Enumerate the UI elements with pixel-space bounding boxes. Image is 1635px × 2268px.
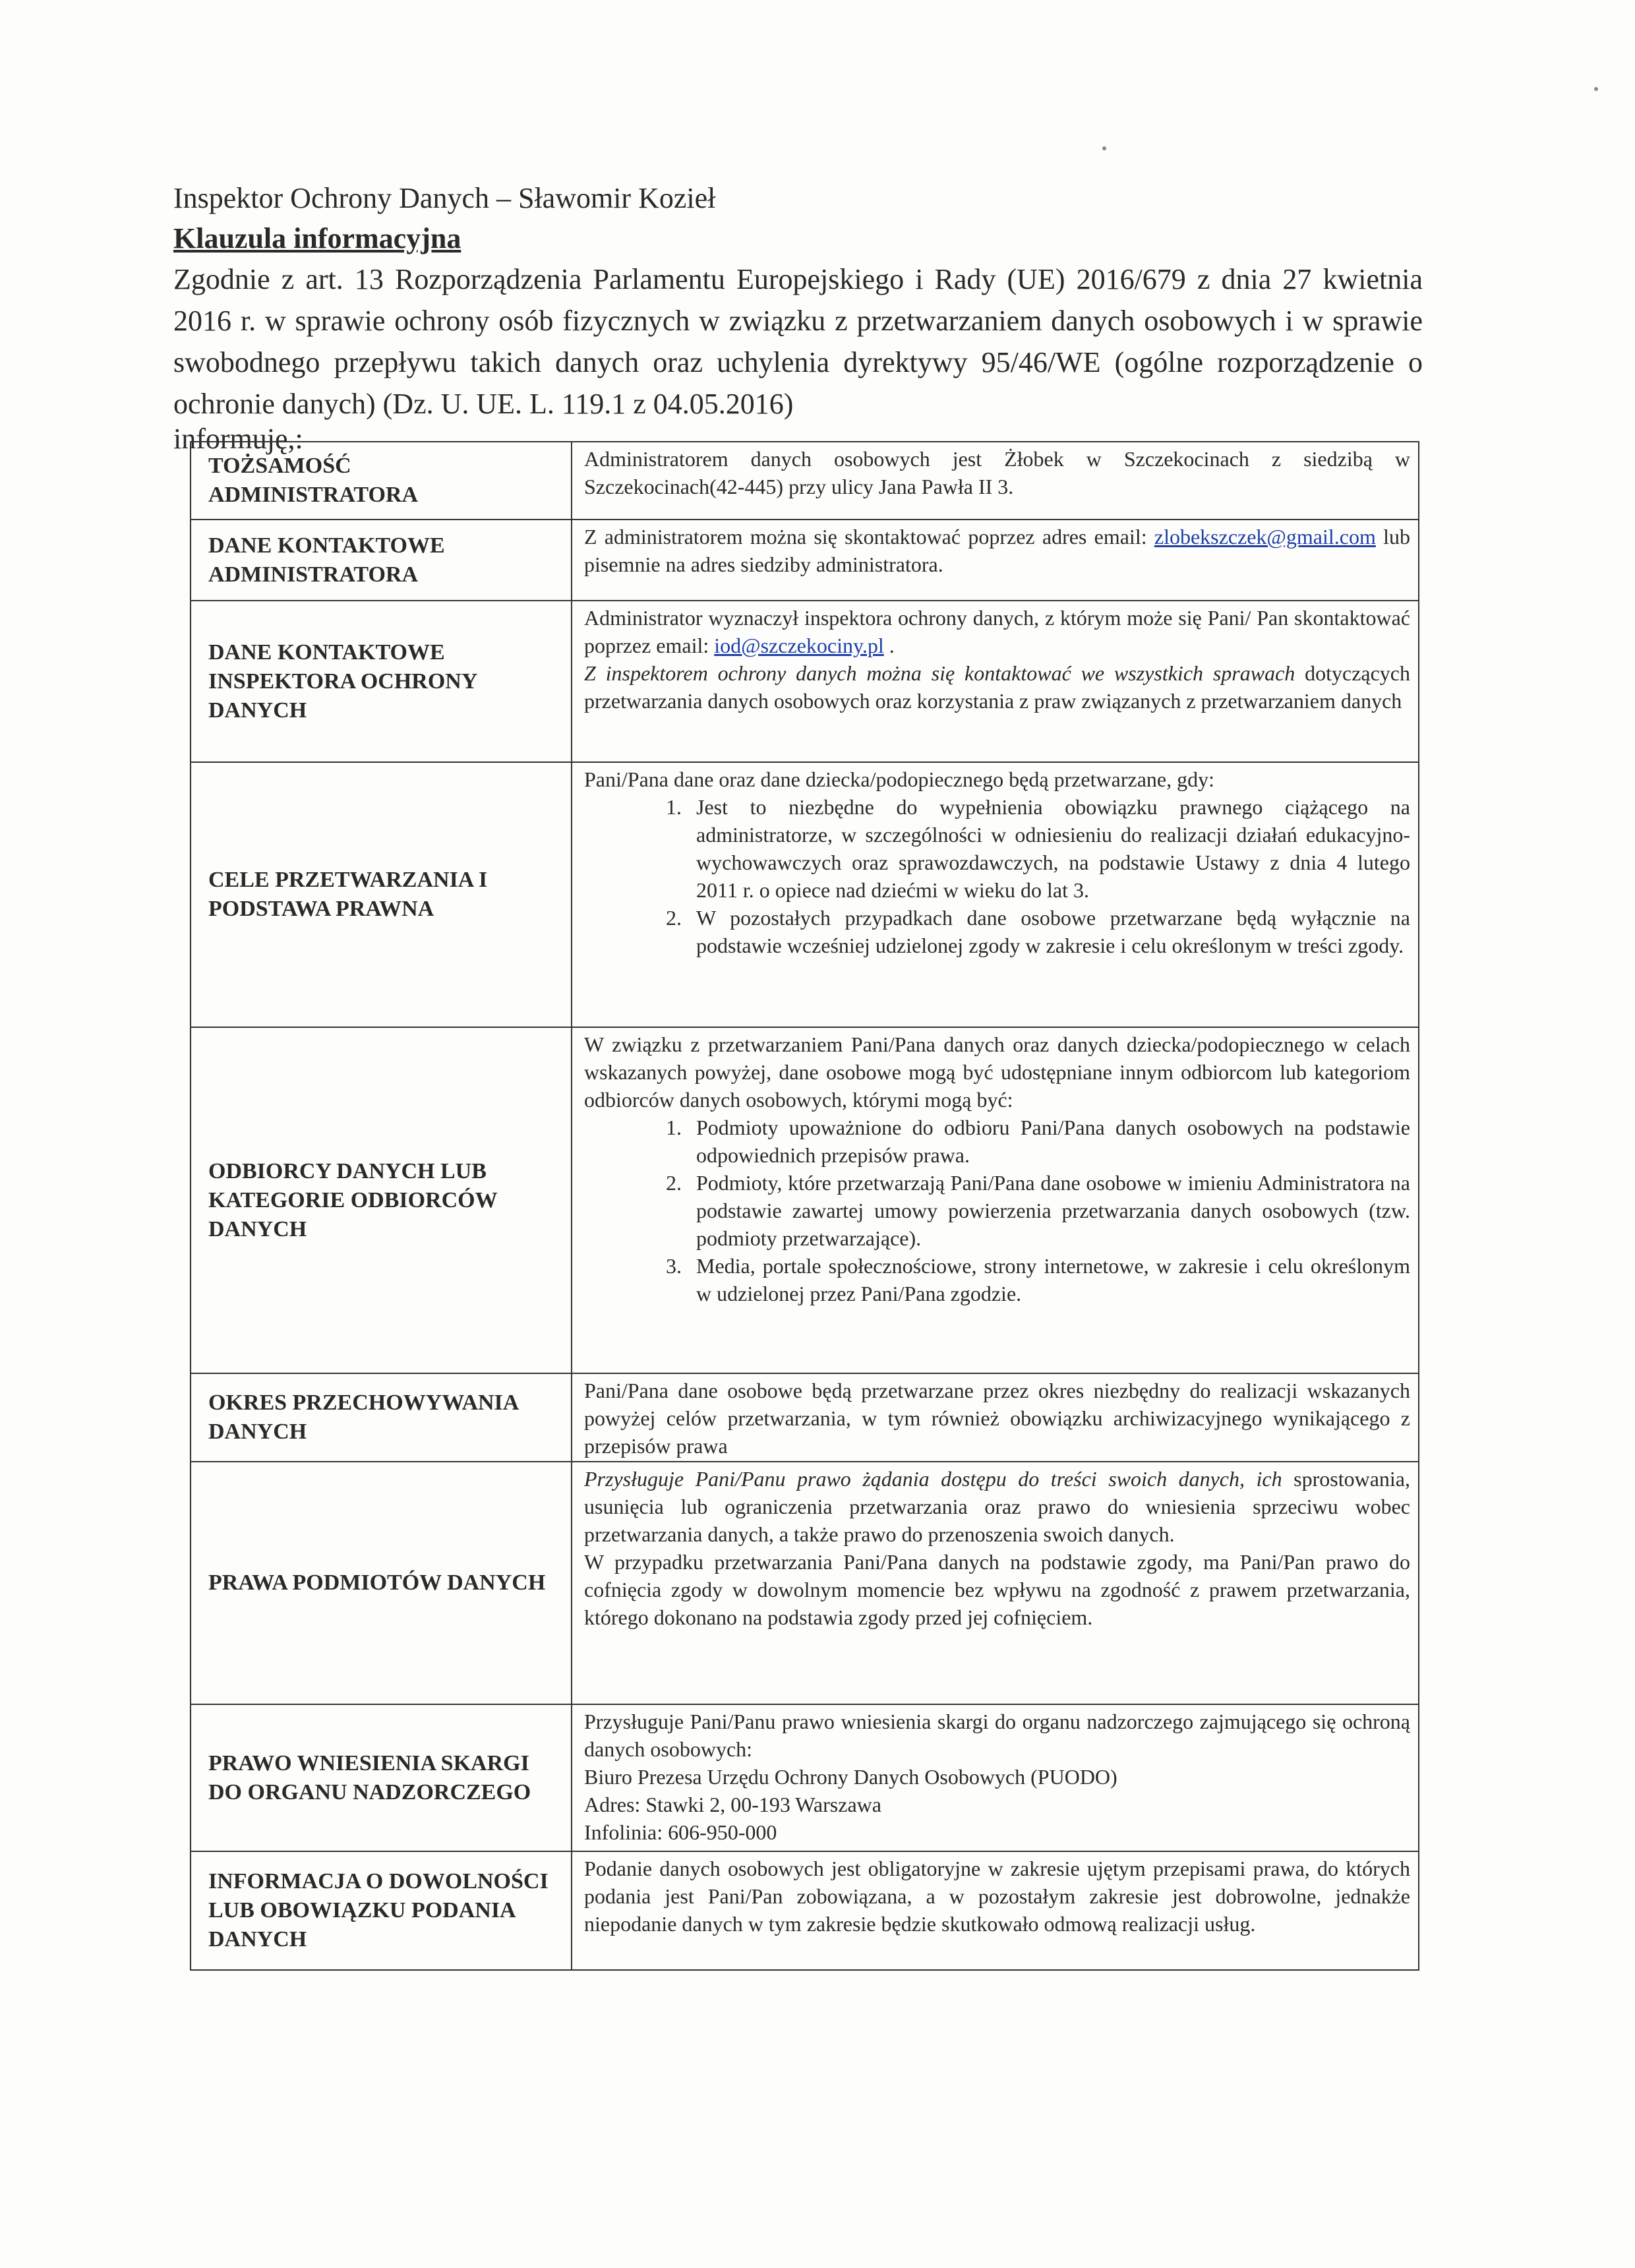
row-text: lub pisemnie na adres siedziby administratora. — [584, 525, 1411, 576]
row-content — [572, 1373, 1419, 1462]
inspector-line: Inspektor Ochrony Danych – Sławomir Kozieł — [173, 182, 716, 214]
intro-tail: informuję,: — [173, 423, 303, 455]
row-label: DANE KONTAKTOWE ADMINISTRATORA — [191, 520, 572, 601]
row-italic-text: Przysługuje Pani/Panu prawo żądania dostępu do treści swoich danych, ich — [584, 1467, 1282, 1491]
row-text-2: W przypadku przetwarzania Pani/Pana danych na podstawie zgody, ma Pani/Pan prawo do cofnięcia zgody w dowolnym momencie bez wpływu na zgodność z prawem przetwarzania, którego dokonano na podstawia zgody przed jej cofnięciem. — [584, 1550, 1410, 1629]
row-content — [572, 1704, 1419, 1851]
list-item: 1. Podmioty upoważnione do odbioru Pani/Pana danych osobowych na podstawie odpowiednich przepisów prawa. — [687, 1114, 1410, 1169]
list-item: 1. Jest to niezbędne do wypełnienia obowiązku prawnego ciążącego na administratorze, w szczególności w odniesieniu do realizacji działań edukacyjno- wychowawczych oraz sprawozdawczych, na podstawie Ustawy z dnia 4 lutego 2011 r. o opiece nad dziećmi w wieku do lat 3. — [687, 793, 1410, 904]
scan-speck — [1102, 146, 1106, 150]
table-row — [191, 1027, 1419, 1373]
row-label: INFORMACJA O DOWOLNOŚCI LUB OBOWIĄZKU PODANIA DANYCH — [191, 1851, 572, 1970]
scan-speck — [1594, 87, 1598, 91]
row-label: DANE KONTAKTOWE INSPEKTORA OCHRONY DANYCH — [191, 601, 572, 762]
list-item: 2. W pozostałych przypadkach dane osobowe przetwarzane będą wyłącznie na podstawie wcześniej udzielonej zgody w zakresie i celu określonym w treści zgody. — [687, 904, 1410, 959]
row-label: PRAWA PODMIOTÓW DANYCH — [191, 1462, 572, 1704]
row-label: ODBIORCY DANYCH LUB KATEGORIE ODBIORCÓW DANYCH — [191, 1027, 572, 1373]
intro-paragraph: Zgodnie z art. 13 Rozporządzenia Parlamentu Europejskiego i Rady (UE) 2016/679 z dnia 27 kwietnia 2016 r. w sprawie ochrony osób fizycznych w związku z przetwarzaniem danych osobowych i w sprawie swobodnego przepływu takich danych oraz uchylenia dyrektywy 95/46/WE (ogólne rozporządzenie o ochronie danych) (Dz. U. UE. L. 119.1 z 04.05.2016) — [173, 263, 1423, 420]
row-text: sprostowania, usunięcia lub ograniczenia przetwarzania oraz prawo do wniesienia sprzeciwu wobec przetwarzania danych, a także prawo do przenoszenia swoich danych. — [584, 1467, 1411, 1546]
authority-hotline: Infolinia: 606-950-000 — [584, 1820, 777, 1844]
authority-address: Adres: Stawki 2, 00-193 Warszawa — [584, 1793, 881, 1816]
row-label: TOŻSAMOŚĆ ADMINISTRATORA — [191, 442, 572, 520]
row-label: CELE PRZETWARZANIA I PODSTAWA PRAWNA — [191, 762, 572, 1027]
table-row — [191, 1851, 1419, 1970]
row-content — [572, 1851, 1419, 1970]
complaint-intro: Przysługuje Pani/Panu prawo wniesienia skargi do organu nadzorczego zajmującego się ochroną danych osobowych: — [584, 1710, 1410, 1761]
row-label: OKRES PRZECHOWYWANIA DANYCH — [191, 1373, 572, 1462]
table-row — [191, 601, 1419, 762]
row-italic-text: Z inspektorem ochrony danych można się kontaktować we wszystkich sprawach — [584, 661, 1295, 685]
row-label: PRAWO WNIESIENIA SKARGI DO ORGANU NADZORCZEGO — [191, 1704, 572, 1851]
row-intro: W związku z przetwarzaniem Pani/Pana danych oraz danych dziecka/podopiecznego w celach wskazanych powyżej, dane osobowe mogą być udostępniane innym odbiorcom lub kategoriom odbiorców danych osobowych, którymi mogą być: — [584, 1032, 1410, 1112]
row-content — [572, 1027, 1419, 1373]
recipients-list — [584, 1114, 1410, 1307]
row-content — [572, 1462, 1419, 1704]
row-text: Podanie danych osobowych jest obligatoryjne w zakresie ujętym przepisami prawa, do których podania jest Pani/Pan zobowiązana, a w pozostałym zakresie jest dobrowolne, jednakże niepodanie danych w tym zakresie będzie skutkowało odmową realizacji usług. — [584, 1857, 1410, 1936]
row-text: Pani/Pana dane osobowe będą przetwarzane przez okres niezbędny do realizacji wskazanych powyżej celów przetwarzania, w tym również obowiązku archiwizacyjnego wynikającego z przepisów prawa — [584, 1379, 1410, 1458]
table-row — [191, 442, 1419, 520]
list-item: 2. Podmioty, które przetwarzają Pani/Pana dane osobowe w imieniu Administratora na podstawie zawartej umowy powierzenia przetwarzania danych osobowych (tzw. podmioty przetwarzające). — [687, 1169, 1410, 1252]
row-content — [572, 520, 1419, 601]
row-content — [572, 601, 1419, 762]
row-text: Administrator wyznaczył inspektora ochrony danych, z którym może się Pani/ Pan skontaktować poprzez email: — [584, 606, 1410, 657]
row-text: Administratorem danych osobowych jest Żłobek w Szczekocinach z siedzibą w Szczekocinach(42-445) przy ulicy Jana Pawła II 3. — [584, 447, 1410, 498]
row-content — [572, 442, 1419, 520]
admin-email-link[interactable]: zlobekszczek@gmail.com — [1154, 525, 1376, 549]
list-item: 3. Media, portale społecznościowe, strony internetowe, w zakresie i celu określonym w udzielonej przez Pani/Pana zgodzie. — [687, 1252, 1410, 1307]
document-header — [173, 178, 1423, 454]
row-text: Z administratorem można się skontaktować poprzez adres email: — [584, 525, 1154, 549]
inspector-email-link[interactable]: iod@szczekociny.pl — [714, 634, 884, 657]
row-intro: Pani/Pana dane oraz dane dziecka/podopiecznego będą przetwarzane, gdy: — [584, 767, 1214, 791]
table-row — [191, 1704, 1419, 1851]
document-title: Klauzula informacyjna — [173, 222, 461, 254]
row-content — [572, 762, 1419, 1027]
table-row — [191, 1462, 1419, 1704]
row-text: dotyczących przetwarzania danych osobowych oraz korzystania z praw związanych z przetwarzaniem danych — [584, 661, 1411, 713]
table-row — [191, 1373, 1419, 1462]
information-clause-table — [190, 441, 1419, 1971]
table-row — [191, 520, 1419, 601]
purpose-list — [584, 793, 1410, 959]
authority-name: Biuro Prezesa Urzędu Ochrony Danych Osobowych (PUODO) — [584, 1765, 1117, 1789]
row-text: . — [883, 634, 895, 657]
table-row — [191, 762, 1419, 1027]
